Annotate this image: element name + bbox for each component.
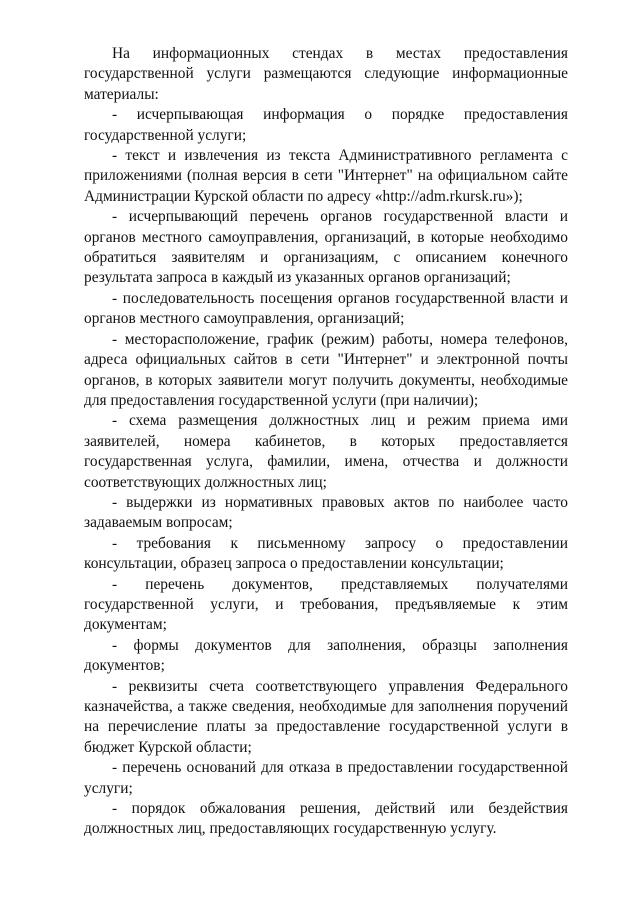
list-item: - порядок обжалования решения, действий или бездействия должностных лиц, предоставляющих государственную услугу. [84, 800, 568, 838]
list-item: - реквизиты счета соответствующего управления Федерального казначейства, а также сведения, необходимые для заполнения поручений на перечисление платы за предоставление государственной услуги в бюджет Курской области; [84, 677, 568, 756]
list-item: - исчерпывающая информация о порядке предоставления государственной услуги; [84, 106, 568, 144]
list-item: - выдержки из нормативных правовых актов по наиболее часто задаваемым вопросам; [84, 493, 568, 532]
list-item: - перечень оснований для отказа в предоставлении государственной услуги; [84, 759, 568, 797]
list-item: - перечень документов, представляемых получателями государственной услуги, и требования, предъявляемые к этим документам; [84, 575, 568, 634]
list-item: - месторасположение, график (режим) работы, номера телефонов, адреса официальных сайтов в сети "Интернет" и электронной почты органов, в которых заявители могут получить документы, необходимые для предоставления государственной услуги (при наличии); [84, 330, 568, 409]
list-item: - формы документов для заполнения, образцы заполнения документов; [84, 636, 568, 675]
list-item: - требования к письменному запросу о предоставлении консультации, образец запроса о предоставлении консультации; [84, 534, 568, 573]
document-page [84, 44, 568, 840]
list-item: - исчерпывающий перечень органов государственной власти и органов местного самоуправления, организаций, в которые необходимо обратиться заявителям и организациям, с описанием конечного результата запроса в каждый из указанных органов организаций; [84, 208, 568, 287]
intro-paragraph: На информационных стендах в местах предоставления государственной услуги размещаются следующие информационные материалы: [84, 45, 568, 103]
list-item: - последовательность посещения органов государственной власти и органов местного самоуправления, организаций; [84, 289, 568, 328]
list-item: - схема размещения должностных лиц и режим приема ими заявителей, номера кабинетов, в которых предоставляется государственная услуга, фамилии, имена, отчества и должности соответствующих должностных лиц; [84, 412, 568, 491]
list-item: - текст и извлечения из текста Административного регламента с приложениями (полная версия в сети "Интернет" на официальном сайте Администрации Курской области по адресу «http://adm.rkursk.ru»); [84, 147, 568, 205]
